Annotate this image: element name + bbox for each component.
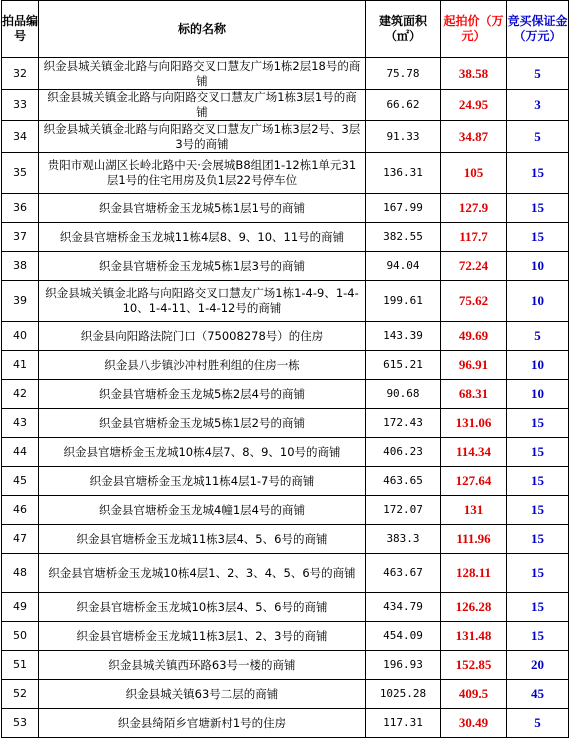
lot-number: 38 xyxy=(2,252,39,281)
table-row xyxy=(2,651,569,680)
lot-number: 42 xyxy=(2,380,39,409)
deposit-amount: 15 xyxy=(507,223,569,252)
starting-price: 152.85 xyxy=(441,651,507,680)
building-area: 196.93 xyxy=(366,651,441,680)
starting-price: 127.64 xyxy=(441,467,507,496)
property-name: 织金县向阳路法院门口（75008278号）的住房 xyxy=(39,322,366,351)
deposit-amount: 10 xyxy=(507,252,569,281)
building-area: 434.79 xyxy=(366,593,441,622)
table-row xyxy=(2,554,569,593)
deposit-amount: 5 xyxy=(507,121,569,153)
table-row xyxy=(2,593,569,622)
lot-number: 50 xyxy=(2,622,39,651)
deposit-amount: 15 xyxy=(507,525,569,554)
property-name: 织金县八步镇沙冲村胜利组的住房一栋 xyxy=(39,351,366,380)
building-area: 167.99 xyxy=(366,194,441,223)
deposit-amount: 5 xyxy=(507,58,569,90)
starting-price: 38.58 xyxy=(441,58,507,90)
starting-price: 105 xyxy=(441,153,507,194)
starting-price: 72.24 xyxy=(441,252,507,281)
header-deposit: 竞买保证金（万元） xyxy=(507,1,569,58)
starting-price: 34.87 xyxy=(441,121,507,153)
table-row xyxy=(2,223,569,252)
lot-number: 51 xyxy=(2,651,39,680)
lot-number: 35 xyxy=(2,153,39,194)
lot-number: 33 xyxy=(2,90,39,121)
lot-number: 40 xyxy=(2,322,39,351)
lot-number: 48 xyxy=(2,554,39,593)
property-name: 织金县城关镇金北路与向阳路交叉口慧友广场1栋3层2号、3层3号的商铺 xyxy=(39,121,366,153)
table-row xyxy=(2,351,569,380)
header-lot-no: 拍品编号 xyxy=(2,1,39,58)
property-name: 织金县官塘桥金玉龙城11栋3层4、5、6号的商铺 xyxy=(39,525,366,554)
lot-number: 36 xyxy=(2,194,39,223)
deposit-amount: 15 xyxy=(507,622,569,651)
starting-price: 127.9 xyxy=(441,194,507,223)
property-name: 织金县城关镇西环路63号一楼的商铺 xyxy=(39,651,366,680)
property-name: 织金县城关镇金北路与向阳路交叉口慧友广场1栋3层1号的商铺 xyxy=(39,90,366,121)
starting-price: 24.95 xyxy=(441,90,507,121)
starting-price: 114.34 xyxy=(441,438,507,467)
deposit-amount: 15 xyxy=(507,467,569,496)
deposit-amount: 5 xyxy=(507,322,569,351)
deposit-amount: 10 xyxy=(507,281,569,322)
building-area: 383.3 xyxy=(366,525,441,554)
table-row xyxy=(2,153,569,194)
property-name: 织金县官塘桥金玉龙城5栋1层3号的商铺 xyxy=(39,252,366,281)
deposit-amount: 45 xyxy=(507,680,569,709)
lot-number: 46 xyxy=(2,496,39,525)
table-row xyxy=(2,322,569,351)
starting-price: 117.7 xyxy=(441,223,507,252)
starting-price: 49.69 xyxy=(441,322,507,351)
property-name: 织金县官塘桥金玉龙城10栋3层4、5、6号的商铺 xyxy=(39,593,366,622)
starting-price: 30.49 xyxy=(441,709,507,738)
property-name: 织金县官塘桥金玉龙城5栋1层1号的商铺 xyxy=(39,194,366,223)
building-area: 75.78 xyxy=(366,58,441,90)
property-name: 织金县绮陌乡官塘新村1号的住房 xyxy=(39,709,366,738)
lot-number: 41 xyxy=(2,351,39,380)
deposit-amount: 10 xyxy=(507,380,569,409)
lot-number: 32 xyxy=(2,58,39,90)
building-area: 91.33 xyxy=(366,121,441,153)
lot-number: 37 xyxy=(2,223,39,252)
deposit-amount: 5 xyxy=(507,709,569,738)
building-area: 406.23 xyxy=(366,438,441,467)
building-area: 463.65 xyxy=(366,467,441,496)
building-area: 615.21 xyxy=(366,351,441,380)
table-row xyxy=(2,380,569,409)
property-name: 织金县官塘桥金玉龙城11栋4层8、9、10、11号的商铺 xyxy=(39,223,366,252)
table-row xyxy=(2,194,569,223)
starting-price: 409.5 xyxy=(441,680,507,709)
table-row xyxy=(2,525,569,554)
building-area: 172.43 xyxy=(366,409,441,438)
building-area: 1025.28 xyxy=(366,680,441,709)
building-area: 382.55 xyxy=(366,223,441,252)
property-name: 织金县官塘桥金玉龙城5栋2层4号的商铺 xyxy=(39,380,366,409)
deposit-amount: 15 xyxy=(507,194,569,223)
auction-table xyxy=(1,0,569,738)
lot-number: 43 xyxy=(2,409,39,438)
property-name: 织金县官塘桥金玉龙城4幢1层4号的商铺 xyxy=(39,496,366,525)
property-name: 贵阳市观山湖区长岭北路中天·会展城B8组团1-12栋1单元31层1号的住宅用房及负1层22号停车位 xyxy=(39,153,366,194)
header-name: 标的名称 xyxy=(39,1,366,58)
deposit-amount: 15 xyxy=(507,438,569,467)
building-area: 199.61 xyxy=(366,281,441,322)
table-row xyxy=(2,709,569,738)
lot-number: 39 xyxy=(2,281,39,322)
lot-number: 44 xyxy=(2,438,39,467)
lot-number: 52 xyxy=(2,680,39,709)
building-area: 66.62 xyxy=(366,90,441,121)
starting-price: 96.91 xyxy=(441,351,507,380)
table-row xyxy=(2,680,569,709)
starting-price: 111.96 xyxy=(441,525,507,554)
table-row xyxy=(2,58,569,90)
building-area: 143.39 xyxy=(366,322,441,351)
starting-price: 131.06 xyxy=(441,409,507,438)
table-row xyxy=(2,622,569,651)
deposit-amount: 15 xyxy=(507,153,569,194)
property-name: 织金县城关镇金北路与向阳路交叉口慧友广场1栋2层18号的商铺 xyxy=(39,58,366,90)
lot-number: 47 xyxy=(2,525,39,554)
property-name: 织金县城关镇金北路与向阳路交叉口慧友广场1栋1-4-9、1-4-10、1-4-11、1-4-12号的商铺 xyxy=(39,281,366,322)
property-name: 织金县城关镇63号二层的商铺 xyxy=(39,680,366,709)
table-row xyxy=(2,496,569,525)
header-price: 起拍价（万元） xyxy=(441,1,507,58)
deposit-amount: 10 xyxy=(507,351,569,380)
table-row xyxy=(2,467,569,496)
header-area: 建筑面积（㎡） xyxy=(366,1,441,58)
starting-price: 128.11 xyxy=(441,554,507,593)
building-area: 90.68 xyxy=(366,380,441,409)
building-area: 463.67 xyxy=(366,554,441,593)
building-area: 454.09 xyxy=(366,622,441,651)
property-name: 织金县官塘桥金玉龙城11栋4层1-7号的商铺 xyxy=(39,467,366,496)
deposit-amount: 20 xyxy=(507,651,569,680)
property-name: 织金县官塘桥金玉龙城10栋4层1、2、3、4、5、6号的商铺 xyxy=(39,554,366,593)
building-area: 117.31 xyxy=(366,709,441,738)
starting-price: 75.62 xyxy=(441,281,507,322)
building-area: 94.04 xyxy=(366,252,441,281)
property-name: 织金县官塘桥金玉龙城11栋3层1、2、3号的商铺 xyxy=(39,622,366,651)
header-row xyxy=(2,1,569,58)
starting-price: 126.28 xyxy=(441,593,507,622)
lot-number: 53 xyxy=(2,709,39,738)
deposit-amount: 15 xyxy=(507,593,569,622)
starting-price: 131 xyxy=(441,496,507,525)
table-row xyxy=(2,121,569,153)
table-row xyxy=(2,438,569,467)
lot-number: 34 xyxy=(2,121,39,153)
table-row xyxy=(2,281,569,322)
deposit-amount: 15 xyxy=(507,496,569,525)
property-name: 织金县官塘桥金玉龙城10栋4层7、8、9、10号的商铺 xyxy=(39,438,366,467)
starting-price: 131.48 xyxy=(441,622,507,651)
property-name: 织金县官塘桥金玉龙城5栋1层2号的商铺 xyxy=(39,409,366,438)
lot-number: 49 xyxy=(2,593,39,622)
lot-number: 45 xyxy=(2,467,39,496)
deposit-amount: 3 xyxy=(507,90,569,121)
deposit-amount: 15 xyxy=(507,409,569,438)
table-row xyxy=(2,252,569,281)
table-row xyxy=(2,409,569,438)
building-area: 136.31 xyxy=(366,153,441,194)
building-area: 172.07 xyxy=(366,496,441,525)
starting-price: 68.31 xyxy=(441,380,507,409)
deposit-amount: 15 xyxy=(507,554,569,593)
table-row xyxy=(2,90,569,121)
